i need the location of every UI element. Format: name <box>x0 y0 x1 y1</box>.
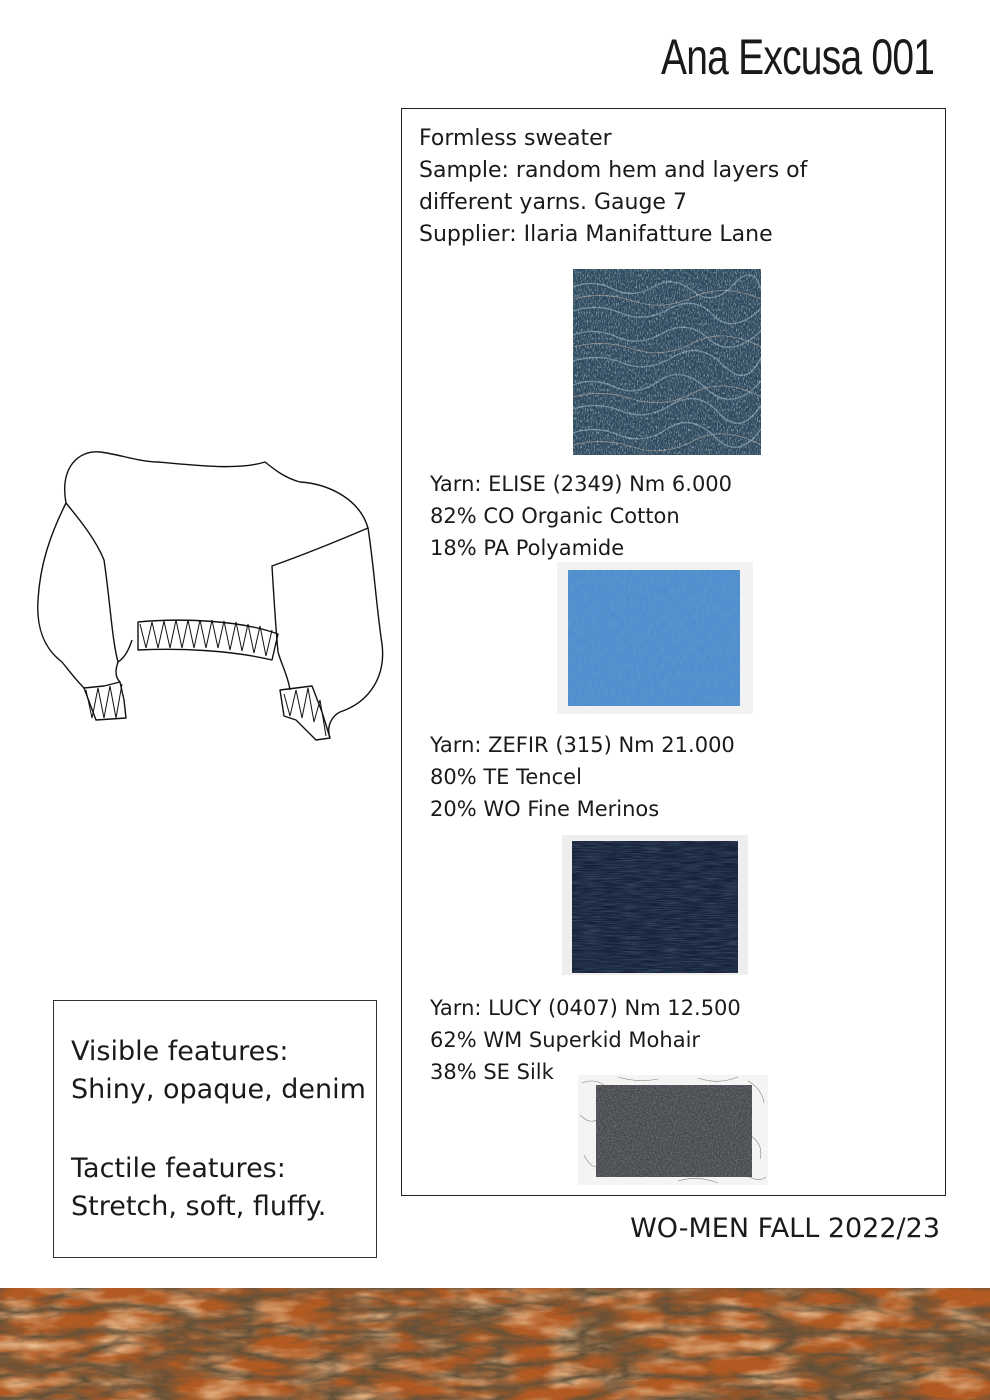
season-label: WO-MEN FALL 2022/23 <box>630 1213 940 1244</box>
yarn-elise-swatch <box>557 562 753 714</box>
yarn-lucy-swatch <box>578 1075 768 1185</box>
yarn-composition: 18% PA Polyamide <box>430 536 625 560</box>
yarn-composition: 20% WO Fine Merinos <box>430 797 660 821</box>
knit-sample-swatch <box>573 269 761 455</box>
yarn-name: Yarn: LUCY (0407) Nm 12.500 <box>430 996 741 1020</box>
yarn-zefir-swatch <box>562 835 748 975</box>
description-line: different yarns. Gauge 7 <box>419 190 687 215</box>
yarn-name: Yarn: ZEFIR (315) Nm 21.000 <box>430 733 735 757</box>
tactile-features-value: Stretch, soft, fluffy. <box>71 1191 327 1222</box>
description-line: Sample: random hem and layers of <box>419 158 808 183</box>
tactile-features-title: Tactile features: <box>71 1153 286 1184</box>
visible-features-value: Shiny, opaque, denim <box>71 1074 366 1105</box>
sweater-sketch <box>30 440 390 750</box>
marbled-banner-image <box>0 1288 990 1400</box>
yarn-composition: 38% SE Silk <box>430 1060 554 1084</box>
description-line: Formless sweater <box>419 126 612 151</box>
garment-description <box>419 123 807 251</box>
yarn-elise-spec <box>430 468 732 564</box>
yarn-composition: 80% TE Tencel <box>430 765 582 789</box>
yarn-zefir-spec <box>430 729 735 825</box>
document-title: Ana Excusa 001 <box>660 29 934 85</box>
description-line: Supplier: Ilaria Manifatture Lane <box>419 222 773 247</box>
yarn-lucy-spec <box>430 992 741 1088</box>
yarn-composition: 82% CO Organic Cotton <box>430 504 680 528</box>
visible-features-title: Visible features: <box>71 1036 289 1067</box>
yarn-name: Yarn: ELISE (2349) Nm 6.000 <box>430 472 733 496</box>
yarn-composition: 62% WM Superkid Mohair <box>430 1028 701 1052</box>
